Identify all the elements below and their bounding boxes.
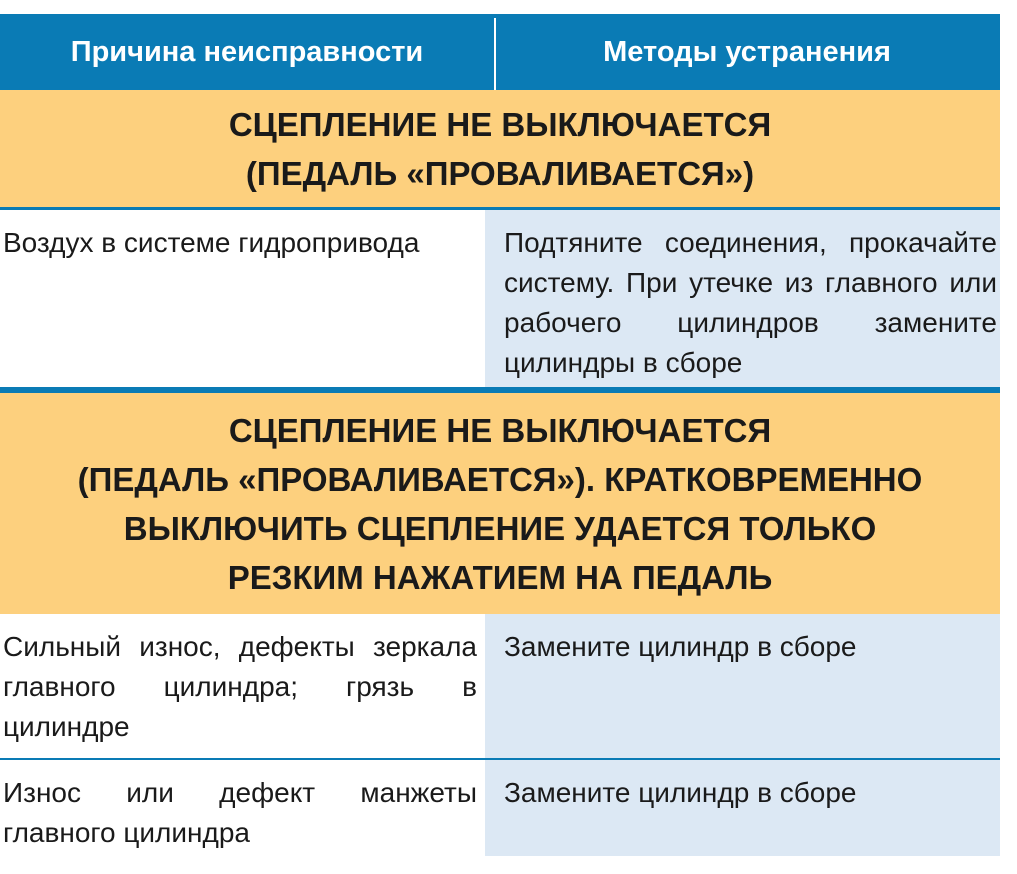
section-1-line-2: (ПЕДАЛЬ «ПРОВАЛИВАЕТСЯ»)	[245, 154, 755, 192]
section-2-line-1: СЦЕПЛЕНИЕ НЕ ВЫКЛЮЧАЕТСЯ	[228, 411, 772, 449]
cause-cell-3: Износ или дефект манжеты главного цилиндра	[3, 777, 477, 848]
section-heading-2	[0, 393, 1000, 614]
header-cause: Причина неисправности	[70, 35, 424, 68]
cause-cell-2: Сильный износ, дефекты зеркала главного цилиндра; грязь в цилиндре	[3, 631, 477, 742]
section-2-line-2: (ПЕДАЛЬ «ПРОВАЛИВАЕТСЯ»). КРАТКОВРЕМЕННО	[77, 460, 923, 498]
method-cell-1: Подтяните соединения, прокачайте систему. При утечке из главного или рабочего цилиндров замените цилиндры в сборе	[485, 210, 1000, 387]
cause-cell-1: Воздух в системе гидропривода	[3, 227, 420, 258]
table-header	[0, 14, 1000, 90]
header-divider	[494, 18, 496, 90]
table-row-1	[0, 210, 1000, 387]
method-cell-3: Замените цилиндр в сборе	[485, 760, 1000, 856]
section-1-line-1: СЦЕПЛЕНИЕ НЕ ВЫКЛЮЧАЕТСЯ	[228, 105, 772, 143]
section-2-line-3: ВЫКЛЮЧИТЬ СЦЕПЛЕНИЕ УДАЕТСЯ ТОЛЬКО	[123, 509, 877, 547]
method-cell-2: Замените цилиндр в сборе	[485, 614, 1000, 758]
table-row-3	[0, 760, 1000, 856]
table-row-2	[0, 614, 1000, 758]
section-2-line-4: РЕЗКИМ НАЖАТИЕМ НА ПЕДАЛЬ	[227, 558, 773, 596]
section-heading-1	[0, 90, 1000, 207]
header-method: Методы устранения	[603, 35, 891, 68]
